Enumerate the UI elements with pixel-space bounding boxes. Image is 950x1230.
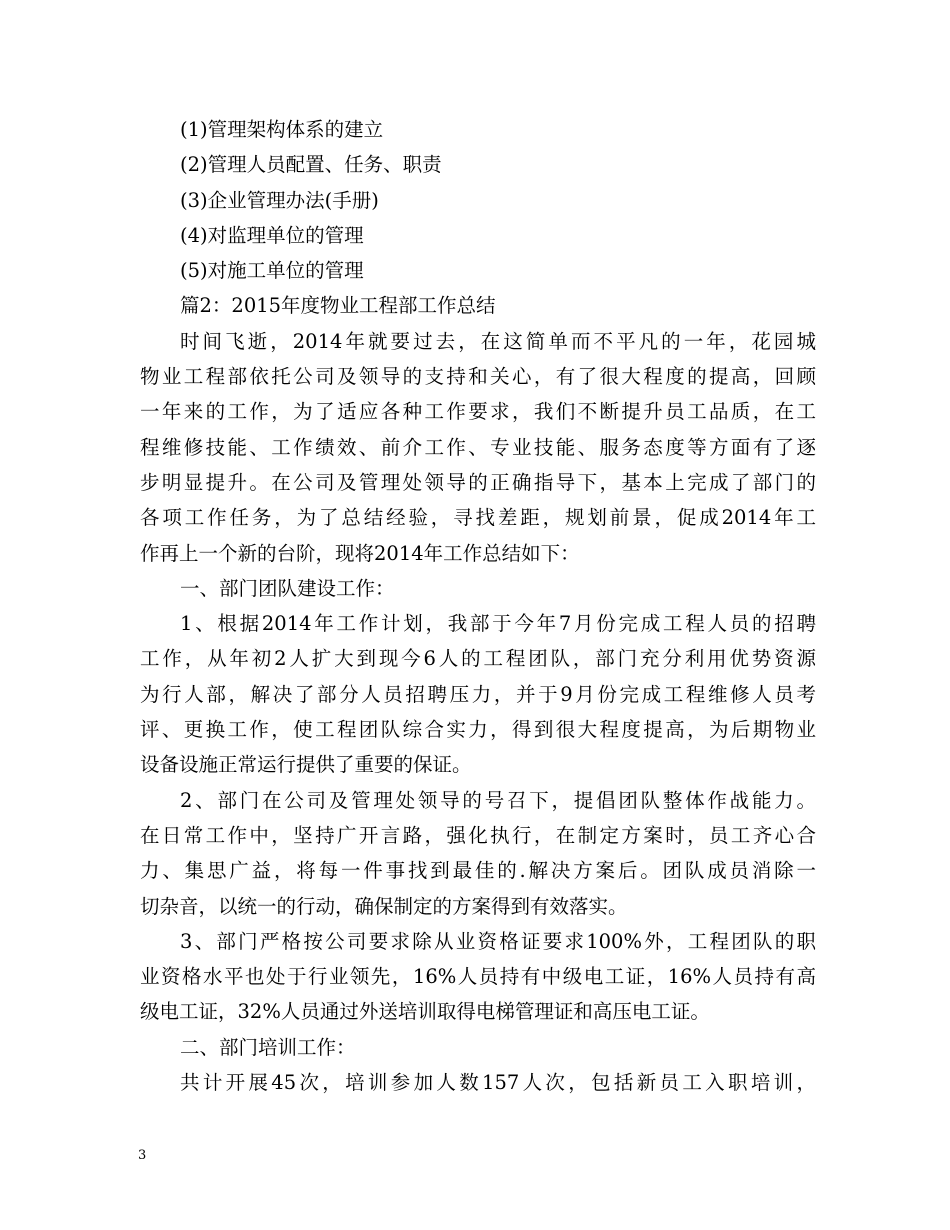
section-heading: 二、部门培训工作：: [180, 1035, 356, 1059]
page-number: 3: [138, 1148, 147, 1163]
paragraph-line: 评、更换工作，使工程团队综合实力，得到很大程度提高，为后期物业: [140, 718, 816, 742]
paragraph-line: 3、部门严格按公司要求除从业资格证要求100%外，工程团队的职: [180, 929, 816, 953]
paragraph-line: 级电工证，32%人员通过外送培训取得电梯管理证和高压电工证。: [140, 1000, 710, 1024]
paragraph-line: 工作，从年初2人扩大到现今6人的工程团队，部门充分利用优势资源: [140, 647, 816, 671]
list-item-2: (2)管理人员配置、任务、职责: [180, 153, 442, 177]
document-body: [140, 112, 816, 1100]
section-title: 篇2：2015年度物业工程部工作总结: [180, 294, 496, 318]
paragraph-line: 力、集思广益，将每一件事找到最佳的.解决方案后。团队成员消除一: [140, 859, 816, 883]
section-heading: 一、部门团队建设工作：: [180, 576, 395, 600]
paragraph-line: 设备设施正常运行提供了重要的保证。: [140, 753, 472, 777]
paragraph-line: 程维修技能、工作绩效、前介工作、专业技能、服务态度等方面有了逐: [140, 435, 816, 459]
paragraph-line: 2、部门在公司及管理处领导的号召下，提倡团队整体作战能力。: [180, 788, 816, 812]
list-item-3: (3)企业管理办法(手册): [180, 188, 379, 212]
paragraph-line: 时间飞逝，2014年就要过去，在这简单而不平凡的一年，花园城: [180, 329, 816, 353]
paragraph-line: 为行人部，解决了部分人员招聘压力，并于9月份完成工程维修人员考: [140, 682, 816, 706]
paragraph-line: 共计开展45次，培训参加人数157人次，包括新员工入职培训，: [180, 1071, 816, 1095]
list-item-1: (1)管理架构体系的建立: [180, 118, 384, 141]
paragraph-line: 在日常工作中，坚持广开言路，强化执行，在制定方案时，员工齐心合: [140, 823, 816, 847]
paragraph-line: 1、根据2014年工作计划，我部于今年7月份完成工程人员的招聘: [180, 612, 816, 636]
list-item-5: (5)对施工单位的管理: [180, 259, 364, 283]
paragraph-line: 作再上一个新的台阶，现将2014年工作总结如下：: [140, 541, 580, 565]
list-item-4: (4)对监理单位的管理: [180, 223, 364, 247]
paragraph-line: 一年来的工作，为了适应各种工作要求，我们不断提升员工品质，在工: [140, 400, 816, 424]
paragraph-line: 物业工程部依托公司及领导的支持和关心，有了很大程度的提高，回顾: [140, 365, 816, 389]
paragraph-line: 步明显提升。在公司及管理处领导的正确指导下，基本上完成了部门的: [140, 470, 816, 494]
paragraph-line: 切杂音，以统一的行动，确保制定的方案得到有效落实。: [140, 894, 628, 918]
paragraph-line: 业资格水平也处于行业领先，16%人员持有中级电工证，16%人员持有高: [140, 965, 816, 989]
paragraph-line: 各项工作任务，为了总结经验，寻找差距，规划前景，促成2014年工: [140, 506, 816, 530]
